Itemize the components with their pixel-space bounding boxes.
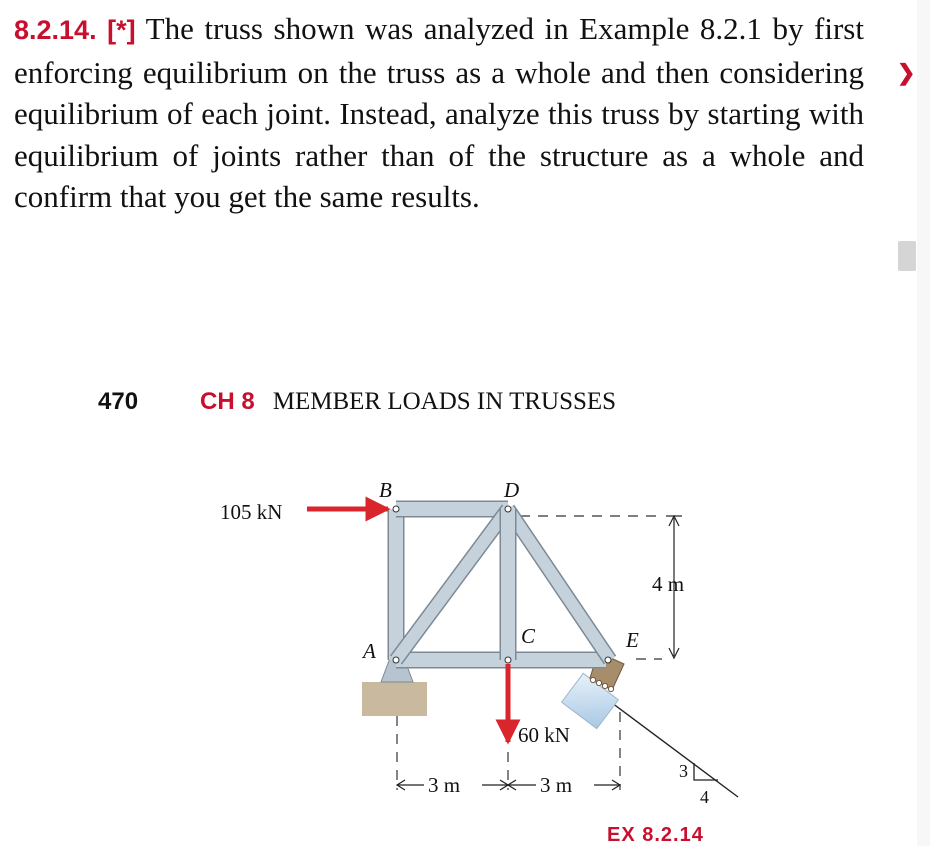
roller-3 — [602, 683, 607, 688]
slope-run-label: 4 — [700, 787, 709, 807]
dimension-left-label: 3 m — [428, 773, 461, 797]
load-label-vertical: 60 kN — [518, 723, 570, 747]
roller-2 — [596, 680, 601, 685]
roller-4 — [608, 686, 613, 691]
ground-support — [362, 682, 427, 716]
joint-label-c: C — [521, 624, 536, 648]
pin-b — [393, 506, 399, 512]
figure-caption: EX 8.2.14 — [607, 824, 704, 846]
chapter-title: MEMBER LOADS IN TRUSSES — [272, 388, 617, 415]
member-ad-fill — [396, 509, 508, 660]
problem-text: The truss shown was analyzed in Example 8.2.1 by first enforcing equilibrium on the truss as a whole and then considering equilibrium of each joint. Instead, analyze this truss by starting with equilibrium of joints rather than of the structure as a whole and confirm that you get the same results. — [14, 11, 864, 214]
dimension-height-label: 4 m — [652, 572, 685, 596]
dimension-right-label: 3 m — [540, 773, 573, 797]
pin-a — [393, 657, 399, 663]
pin-c — [505, 657, 511, 663]
load-label-horizontal: 105 kN — [220, 500, 283, 524]
chapter-label: CH 8 — [200, 388, 255, 415]
problem-number: 8.2.14. — [14, 15, 97, 45]
joint-label-d: D — [504, 478, 520, 502]
chevron-right-icon[interactable]: ❯ — [897, 60, 916, 85]
pin-d — [505, 506, 511, 512]
joint-label-a: A — [363, 639, 376, 663]
page-number: 470 — [98, 388, 139, 415]
joint-label-e: E — [626, 628, 639, 652]
joint-label-b: B — [379, 478, 392, 502]
slope-triangle — [694, 763, 718, 780]
pin-e — [605, 657, 611, 663]
slope-rise-label: 3 — [679, 761, 688, 781]
roller-1 — [590, 677, 595, 682]
problem-difficulty-marker: [*] — [107, 15, 136, 45]
incline-surface — [600, 694, 738, 797]
